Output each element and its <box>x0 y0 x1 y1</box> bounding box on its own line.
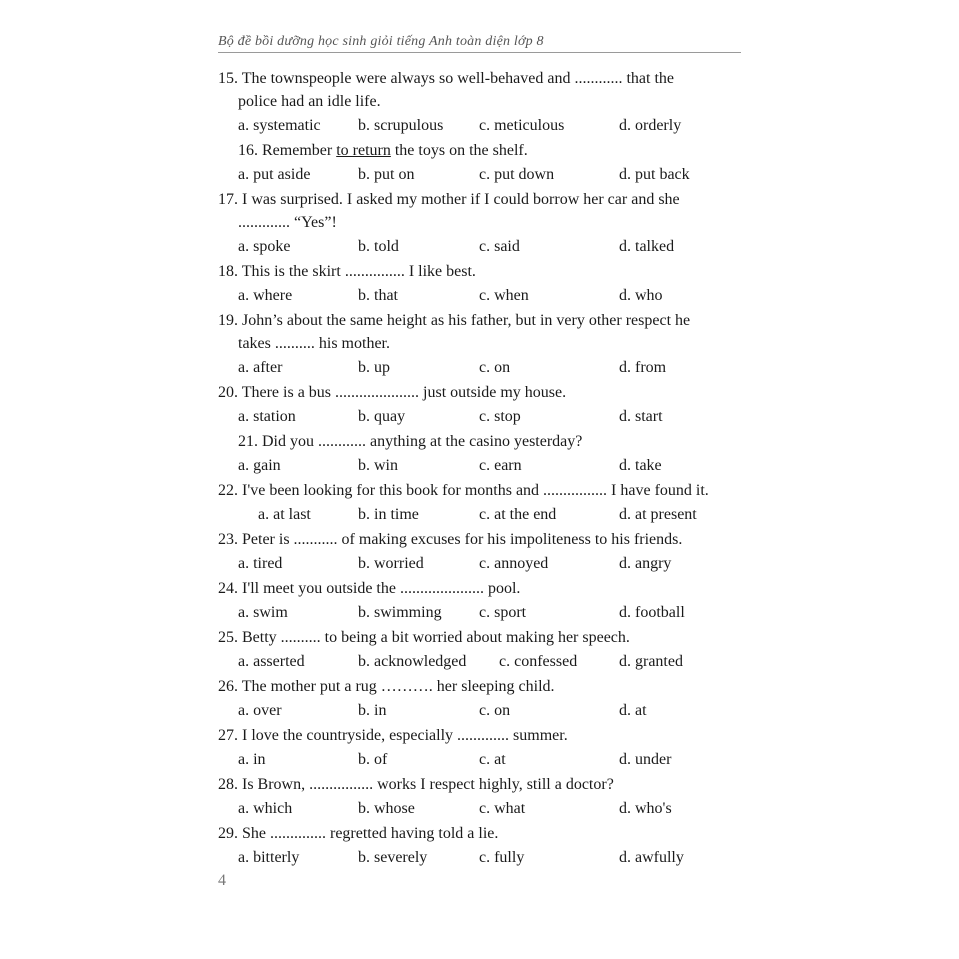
options-28 <box>218 797 748 820</box>
question-text-cont: takes .......... his mother. <box>238 335 390 352</box>
question-text: 18. This is the skirt ............... I like best. <box>218 263 476 280</box>
question-22 <box>218 479 748 502</box>
options-27 <box>218 748 748 771</box>
question-text: 28. Is Brown, ................ works I respect highly, still a doctor? <box>218 776 614 793</box>
option-a: a. spoke <box>238 238 291 255</box>
option-b: b. in <box>358 702 387 719</box>
option-a: a. bitterly <box>238 849 300 866</box>
question-21 <box>218 430 748 453</box>
option-c: c. put down <box>479 166 555 183</box>
question-text: 21. Did you ............ anything at the casino yesterday? <box>238 433 583 450</box>
running-header <box>218 30 741 53</box>
options-19 <box>218 356 748 379</box>
question-19 <box>218 309 748 355</box>
page-number: 4 <box>218 872 226 889</box>
option-b: b. told <box>358 238 399 255</box>
option-c: c. when <box>479 287 529 304</box>
option-b: b. win <box>358 457 398 474</box>
options-24 <box>218 601 748 624</box>
question-text: 26. The mother put a rug ………. her sleeping child. <box>218 678 555 695</box>
option-a: a. in <box>238 751 266 768</box>
option-a: a. swim <box>238 604 288 621</box>
option-d: d. take <box>619 457 662 474</box>
option-a: a. gain <box>238 457 281 474</box>
option-d: d. at present <box>619 506 697 523</box>
question-16 <box>218 139 748 162</box>
options-26 <box>218 699 748 722</box>
option-c: c. confessed <box>499 653 578 670</box>
option-a: a. asserted <box>238 653 305 670</box>
question-27 <box>218 724 748 747</box>
option-b: b. acknowledged <box>358 653 467 670</box>
option-a: a. systematic <box>238 117 321 134</box>
question-17 <box>218 188 748 234</box>
question-list <box>218 67 748 871</box>
question-text <box>218 139 748 162</box>
option-a: a. tired <box>238 555 283 572</box>
option-b: b. in time <box>358 506 419 523</box>
option-b: b. swimming <box>358 604 442 621</box>
options-22 <box>218 503 748 526</box>
options-20 <box>218 405 748 428</box>
question-text-cont: police had an idle life. <box>238 93 381 110</box>
option-b: b. quay <box>358 408 406 425</box>
question-text: 19. John’s about the same height as his father, but in very other respect he <box>218 312 691 329</box>
question-text: 17. I was surprised. I asked my mother if I could borrow her car and she <box>218 191 680 208</box>
option-b: b. that <box>358 287 398 304</box>
option-c: c. meticulous <box>479 117 565 134</box>
option-b: b. put on <box>358 166 415 183</box>
options-17 <box>218 235 748 258</box>
option-a: a. put aside <box>238 166 311 183</box>
option-a: a. station <box>238 408 296 425</box>
option-d: d. start <box>619 408 663 425</box>
option-b: b. severely <box>358 849 428 866</box>
option-d: d. talked <box>619 238 675 255</box>
option-c: c. stop <box>479 408 521 425</box>
options-15 <box>218 114 748 137</box>
option-b: b. of <box>358 751 388 768</box>
question-text: 15. The townspeople were always so well-behaved and ............ that the <box>218 70 675 87</box>
option-d: d. football <box>619 604 685 621</box>
options-16 <box>218 163 748 186</box>
option-d: d. put back <box>619 166 690 183</box>
option-d: d. granted <box>619 653 683 670</box>
question-text: 27. I love the countryside, especially ............. summer. <box>218 727 568 744</box>
question-text: 25. Betty .......... to being a bit worried about making her speech. <box>218 629 630 646</box>
question-20 <box>218 381 748 404</box>
question-text: 23. Peter is ........... of making excuses for his impoliteness to his friends. <box>218 531 683 548</box>
question-text-pre: 16. Remember <box>238 142 337 159</box>
question-text: 22. I've been looking for this book for months and ................ I have found it. <box>218 482 709 499</box>
option-d: d. from <box>619 359 667 376</box>
option-d: d. orderly <box>619 117 682 134</box>
option-c: c. what <box>479 800 526 817</box>
option-c: c. at the end <box>479 506 557 523</box>
option-c: c. on <box>479 702 511 719</box>
option-d: d. under <box>619 751 672 768</box>
question-29 <box>218 822 748 845</box>
option-d: d. who's <box>619 800 672 817</box>
question-text-post: the toys on the shelf. <box>390 142 528 159</box>
options-29 <box>218 846 748 869</box>
option-c: c. sport <box>479 604 527 621</box>
question-text: 29. She .............. regretted having told a lie. <box>218 825 499 842</box>
option-b: b. up <box>358 359 390 376</box>
option-d: d. angry <box>619 555 672 572</box>
option-a: a. where <box>238 287 293 304</box>
option-c: c. said <box>479 238 520 255</box>
option-c: c. on <box>479 359 511 376</box>
question-25 <box>218 626 748 649</box>
underlined-phrase: to return <box>336 142 391 159</box>
option-b: b. whose <box>358 800 415 817</box>
option-d: d. who <box>619 287 663 304</box>
option-d: d. awfully <box>619 849 684 866</box>
question-23 <box>218 528 748 551</box>
options-18 <box>218 284 748 307</box>
question-text: 20. There is a bus ..................... just outside my house. <box>218 384 567 401</box>
option-b: b. scrupulous <box>358 117 444 134</box>
option-c: c. fully <box>479 849 525 866</box>
options-23 <box>218 552 748 575</box>
option-c: c. at <box>479 751 506 768</box>
option-a: a. over <box>238 702 282 719</box>
question-26 <box>218 675 748 698</box>
question-text-cont: ............. “Yes”! <box>238 214 337 231</box>
question-24 <box>218 577 748 600</box>
question-18 <box>218 260 748 283</box>
option-c: c. earn <box>479 457 522 474</box>
options-25 <box>218 650 748 673</box>
option-c: c. annoyed <box>479 555 549 572</box>
option-a: a. at last <box>258 506 311 523</box>
option-d: d. at <box>619 702 647 719</box>
options-21 <box>218 454 748 477</box>
header-title: Bộ đề bồi dưỡng học sinh giỏi tiếng Anh toàn diện lớp 8 <box>218 34 544 49</box>
question-28 <box>218 773 748 796</box>
question-15 <box>218 67 748 113</box>
question-text: 24. I'll meet you outside the ..................... pool. <box>218 580 521 597</box>
option-a: a. after <box>238 359 283 376</box>
option-a: a. which <box>238 800 293 817</box>
option-b: b. worried <box>358 555 424 572</box>
